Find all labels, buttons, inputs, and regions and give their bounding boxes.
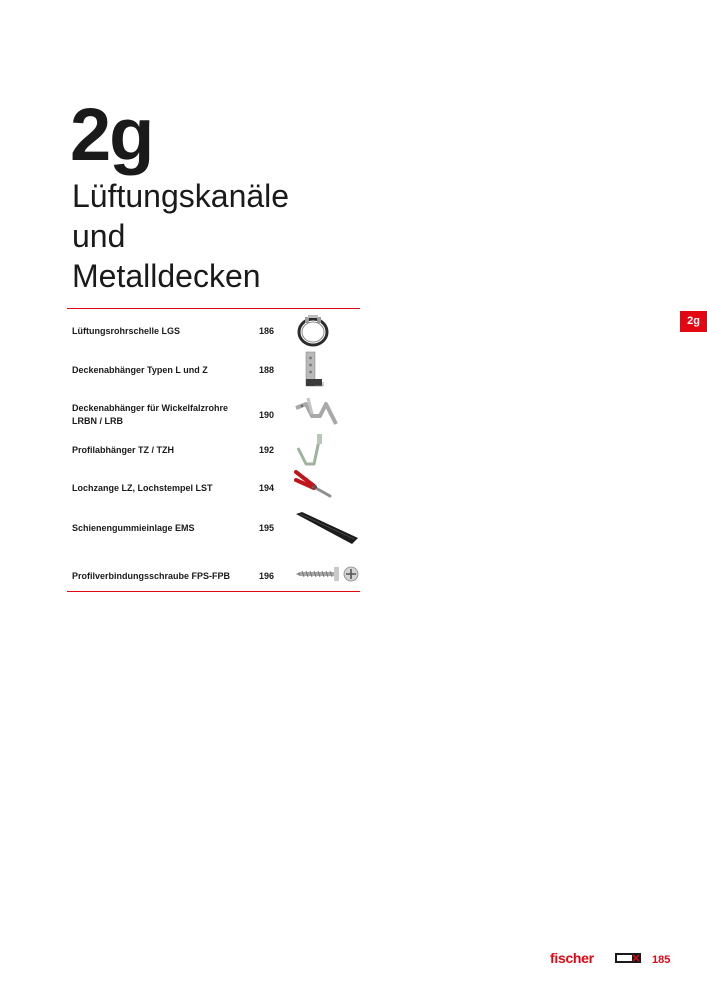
ceiling-hanger-icon xyxy=(294,350,334,390)
toc-page[interactable]: 186 xyxy=(259,326,275,336)
toc-top-rule xyxy=(67,308,360,309)
toc-label[interactable]: Profilverbindungsschraube FPS-FPB xyxy=(72,571,231,581)
toc-label[interactable]: Schienengummieinlage EMS xyxy=(72,523,195,533)
profile-hanger-icon xyxy=(294,432,334,470)
toc-label[interactable]: Profilabhänger TZ / TZH xyxy=(72,445,175,455)
toc-row[interactable] xyxy=(72,350,362,390)
toc-row[interactable] xyxy=(72,514,362,554)
chapter-title-line-3: Metalldecken xyxy=(72,258,261,294)
toc-row[interactable] xyxy=(72,390,362,436)
toc-label[interactable]: Lüftungsrohrschelle LGS xyxy=(72,326,181,336)
pipe-clamp-icon xyxy=(294,314,334,348)
punch-pliers-icon xyxy=(294,468,334,500)
brand-logo: fischer xyxy=(550,950,594,966)
chapter-number: 2g xyxy=(70,93,153,176)
page-number: 185 xyxy=(652,954,671,966)
toc-list xyxy=(72,310,362,594)
chapter-title xyxy=(72,176,372,296)
chapter-title-line-2: und xyxy=(72,218,126,254)
chapter-side-tab[interactable]: 2g xyxy=(680,311,707,332)
toc-label[interactable]: Deckenabhänger Typen L und Z xyxy=(72,365,208,375)
toc-label[interactable]: Lochzange LZ, Lochstempel LST xyxy=(72,483,213,493)
chapter-title-line-1: Lüftungskanäle xyxy=(72,178,290,214)
screw-icon xyxy=(294,562,360,586)
brand-flag-icon xyxy=(615,953,641,963)
toc-page[interactable]: 188 xyxy=(259,365,275,375)
rubber-strip-icon xyxy=(294,512,358,546)
toc-row[interactable] xyxy=(72,310,362,350)
toc-page[interactable]: 194 xyxy=(259,483,275,493)
duct-hanger-icon xyxy=(294,394,340,434)
toc-page[interactable]: 192 xyxy=(259,445,275,455)
toc-page[interactable]: 190 xyxy=(259,410,275,420)
toc-row[interactable] xyxy=(72,474,362,514)
toc-page[interactable]: 195 xyxy=(259,523,275,533)
toc-label[interactable]: Deckenabhänger für Wickelfalzrohre LRBN / LRB xyxy=(72,403,228,426)
toc-row[interactable] xyxy=(72,554,362,594)
toc-bottom-rule xyxy=(67,591,360,592)
toc-page[interactable]: 196 xyxy=(259,571,275,581)
